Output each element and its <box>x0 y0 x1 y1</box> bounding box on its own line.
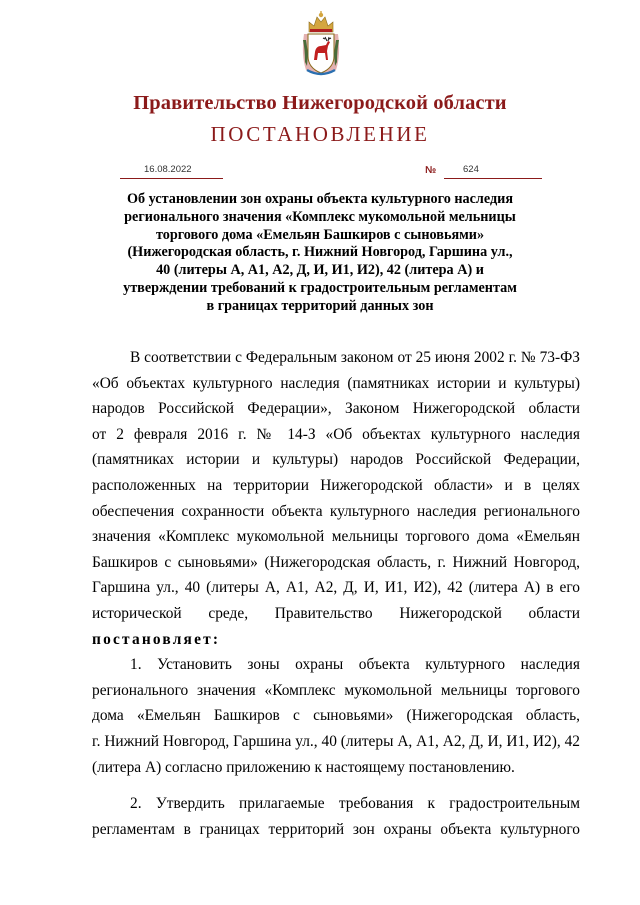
preamble-line: В соответствии с Федеральным законом от 25 июня 2002 г. № 73-ФЗ <box>130 349 580 366</box>
preamble-line: исторической среде, Правительство Нижегородской области <box>92 604 580 622</box>
preamble-line: Башкиров с сыновьями» (Нижегородская область, г. Нижний Новгород, <box>92 553 580 571</box>
item-1-line: (литера А) согласно приложению к настоящему постановлению. <box>92 758 515 776</box>
document-body <box>92 345 580 842</box>
coat-of-arms-icon <box>301 10 341 78</box>
resolves-text: постановляет: <box>92 630 221 648</box>
title-line: Об установлении зон охраны объекта культурного наследия <box>126 191 514 207</box>
preamble-line: (памятниках истории и культуры) народов Российской Федерации, <box>92 451 580 469</box>
title-line: (Нижегородская область, г. Нижний Новгород, Гаршина ул., <box>127 244 513 261</box>
item-1-line: регионального значения «Комплекс мукомольной мельницы торгового <box>92 681 580 699</box>
title-line: регионального значения «Комплекс мукомольной мельницы <box>124 208 516 225</box>
preamble-line: Гаршина ул., 40 (литеры А, А1, А2, Д, И, И1, И2), 42 (литера А) в его <box>92 579 580 597</box>
preamble-line: расположенных на территории Нижегородской области» и в целях <box>92 476 580 494</box>
item-2-line: регламентам в границах территорий зон охраны объекта культурного <box>92 820 580 838</box>
date-field <box>120 163 223 179</box>
title-line: 40 (литеры А, А1, А2, Д, И, И1, И2), 42 (литера А) и <box>156 262 484 279</box>
item-1-line: г. Нижний Новгород, Гаршина ул., 40 (литеры А, А1, А2, Д, И, И1, И2), 42 <box>92 732 580 750</box>
title-line: утверждении требований к градостроительным регламентам <box>123 279 517 296</box>
item-1-line: дома «Емельян Башкиров с сыновьями» (Нижегородская область, <box>92 707 580 725</box>
date-value: 16.08.2022 <box>144 164 192 175</box>
document-title <box>100 191 540 316</box>
number-value: 624 <box>463 164 479 175</box>
preamble-line: обеспечения сохранности объекта культурного наследия регионального <box>92 502 580 520</box>
title-line: торгового дома «Емельян Башкиров с сыновьями» <box>155 226 485 243</box>
document-type: ПОСТАНОВЛЕНИЕ <box>210 122 430 146</box>
government-name: Правительство Нижегородской области <box>133 92 507 114</box>
preamble-line: значения «Комплекс мукомольной мельницы торгового дома «Емельян <box>92 528 580 546</box>
preamble-line: от 2 февраля 2016 г. № 14-З «Об объектах культурного наследия <box>92 425 580 443</box>
resolves-word <box>92 627 580 653</box>
preamble-line: народов Российской Федерации», Законом Нижегородской области <box>92 400 580 418</box>
title-line: в границах территорий данных зон <box>206 297 434 314</box>
item-1-line: 1. Установить зоны охраны объекта культурного наследия <box>130 656 580 674</box>
preamble-line: «Об объектах культурного наследия (памятниках истории и культуры) <box>92 374 580 392</box>
item-2-line: 2. Утвердить прилагаемые требования к градостроительным <box>130 795 580 813</box>
number-field <box>444 163 542 179</box>
number-sign: № <box>425 165 437 176</box>
